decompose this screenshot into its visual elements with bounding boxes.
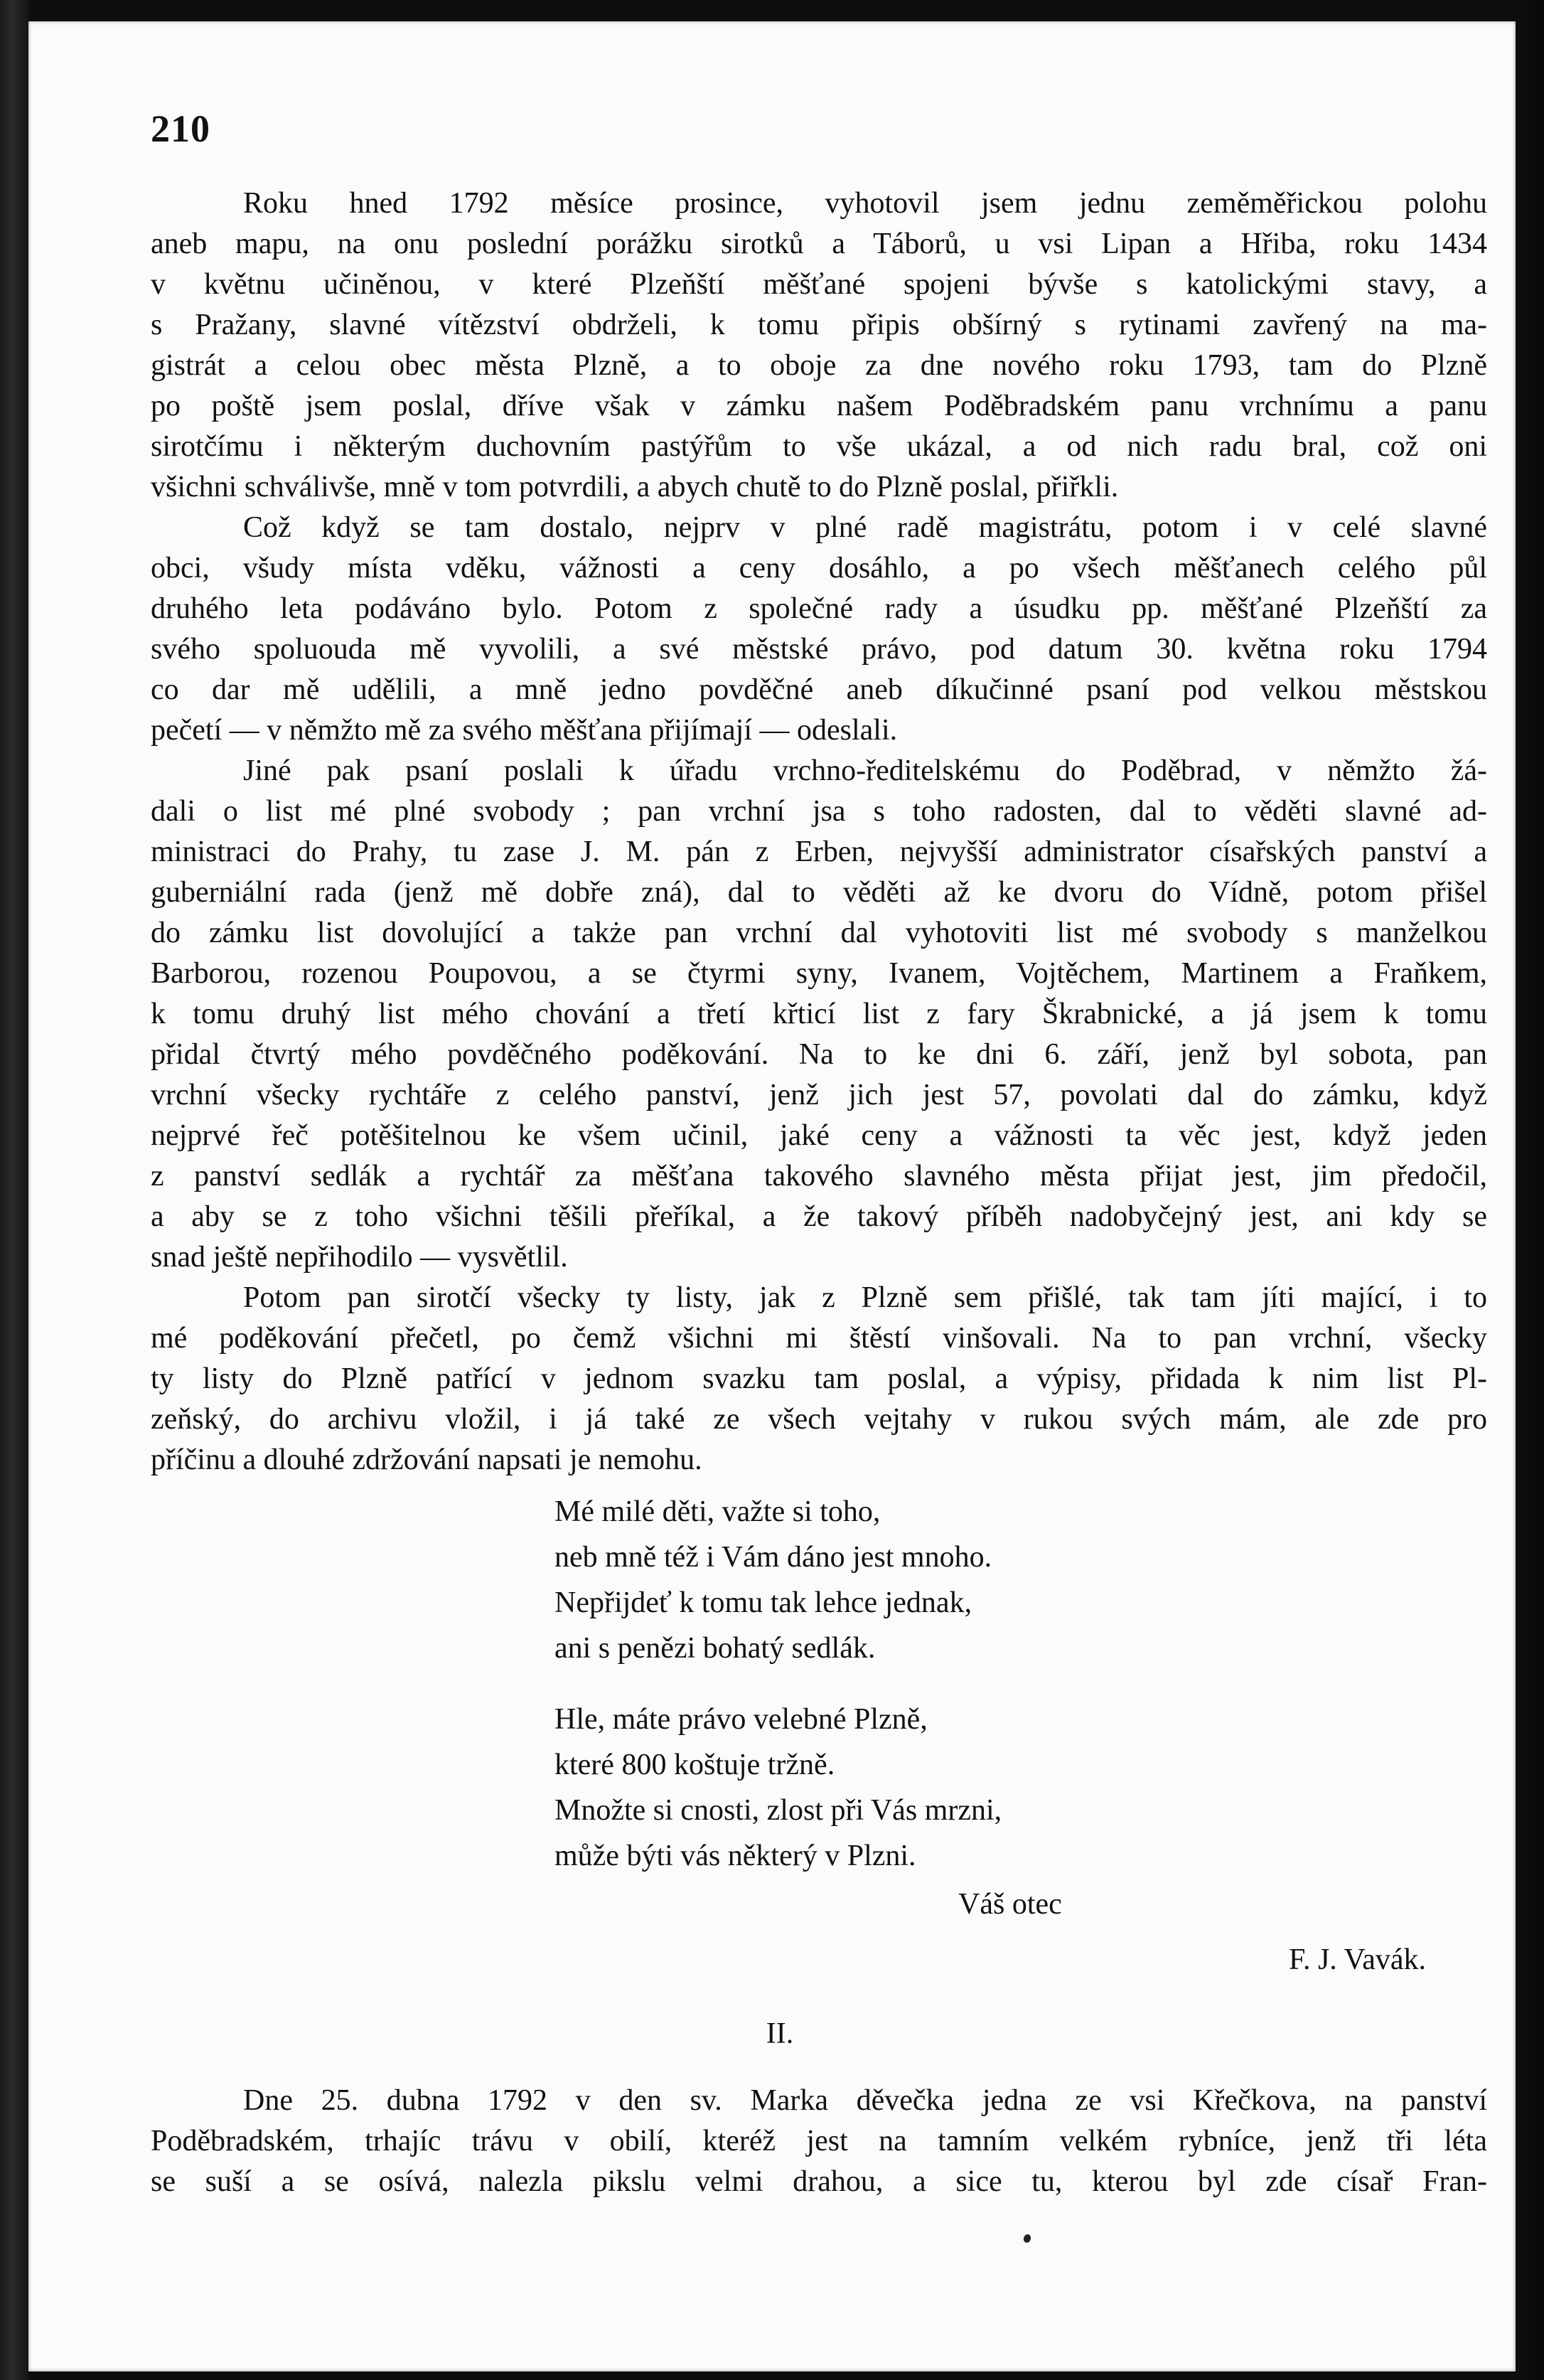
paragraph-1 (151, 183, 1487, 508)
ink-speck (1022, 2234, 1032, 2244)
poem-line: neb mně též i Vám dáno jest mnoho. (554, 1541, 992, 1574)
poem-stanza-2 (554, 1697, 1487, 1879)
paragraph-section-2 (151, 2081, 1487, 2202)
scan-edge-left (0, 0, 28, 2380)
text-line: se suší a se osívá, nalezla pikslu velmi drahou, a sice tu, kterou byl zde císař Fran- (151, 2165, 1487, 2198)
text-line: druhého leta podáváno bylo. Potom z společné rady a úsudku pp. měšťané Plzeňští za (151, 592, 1487, 625)
book-page (28, 21, 1516, 2371)
text-line: Jiné pak psaní poslali k úřadu vrchno-ředitelskému do Poděbrad, v němžto žá- (243, 754, 1487, 787)
text-line: ministraci do Prahy, tu zase J. M. pán z Erben, nejvyšší administrator císařských panství a (151, 836, 1487, 868)
text-line: Poděbradském, trhajíc trávu v obilí, kteréž jest na tamním velkém rybníce, jenž tři léta (151, 2125, 1487, 2157)
text-line: ty listy do Plzně patřící v jednom svazku tam poslal, a výpisy, přidada k nim list Pl- (151, 1362, 1487, 1395)
text-line: z panství sedlák a rychtář za měšťana takového slavného města přijat jest, jim předočil, (151, 1160, 1487, 1192)
text-line: Dne 25. dubna 1792 v den sv. Marka děvečka jedna ze vsi Křečkova, na panství (243, 2084, 1487, 2117)
page-number: 210 (151, 107, 210, 150)
text-line: v květnu učiněnou, v které Plzeňští měšťané spojeni bývše s katolickými stavy, a (151, 268, 1487, 301)
text-line: pečetí — v němžto mě za svého měšťana přijímají — odeslali. (151, 714, 898, 747)
text-line: do zámku list dovolující a także pan vrchní dal vyhotoviti list mé svobody s manželkou (151, 917, 1487, 949)
section-heading: II. (766, 2017, 794, 2050)
paragraph-2 (151, 508, 1487, 751)
text-line: mé poděkování přečetl, po čemž všichni mi štěstí vinšovali. Na to pan vrchní, všecky (151, 1322, 1487, 1355)
text-line: Což když se tam dostalo, nejprv v plné radě magistrátu, potom i v celé slavné (243, 511, 1487, 544)
poem (151, 1489, 1487, 1879)
text-line: gistrát a celou obec města Plzně, a to oboje za dne nového roku 1793, tam do Plzně (151, 349, 1487, 382)
text-line: zeňský, do archivu vložil, i já také ze všech vejtahy v rukou svých mám, ale zde pro (151, 1403, 1487, 1436)
text-line: příčinu a dlouhé zdržování napsati je nemohu. (151, 1444, 702, 1476)
author-signature: F. J. Vavák. (1288, 1943, 1426, 1976)
page-content (151, 183, 1487, 2202)
text-line: přidal čtvrtý mého povděčného poděkování. Na to ke dni 6. září, jenž byl sobota, pan (151, 1038, 1487, 1071)
closing-salutation: Váš otec (958, 1888, 1062, 1921)
poem-line: Množte si cnosti, zlost při Vás mrzni, (554, 1794, 1002, 1827)
text-line: Potom pan sirotčí všecky ty listy, jak z Plzně sem přišlé, tak tam jíti mající, i to (243, 1281, 1487, 1314)
text-line: po poště jsem poslal, dříve však v zámku našem Poděbradském panu vrchnímu a panu (151, 390, 1487, 422)
text-line: Roku hned 1792 měsíce prosince, vyhotovil jsem jednu zeměměřickou polohu (243, 187, 1487, 220)
text-line: obci, všudy místa vděku, vážnosti a ceny dosáhlo, a po všech měšťanech celého půl (151, 552, 1487, 585)
poem-stanza-1 (554, 1489, 1487, 1671)
paragraph-4 (151, 1278, 1487, 1480)
text-line: co dar mě udělili, a mně jedno povděčné aneb díkučinné psaní pod velkou městskou (151, 673, 1487, 706)
poem-line: ani s penězi bohatý sedlák. (554, 1632, 876, 1665)
text-line: a aby se z toho všichni těšili přeříkal, a že takový příběh nadobyčejný jest, ani kdy se (151, 1200, 1487, 1233)
text-line: nejprvé řeč potěšitelnou ke všem učinil, jaké ceny a vážnosti ta věc jest, když jeden (151, 1119, 1487, 1152)
text-line: dali o list mé plné svobody ; pan vrchní jsa s toho radosten, dal to věděti slavné ad- (151, 795, 1487, 828)
text-line: snad ještě nepřihodilo — vysvětlil. (151, 1241, 568, 1274)
text-line: aneb mapu, na onu poslední porážku sirotků a Táborů, u vsi Lipan a Hřiba, roku 1434 (151, 228, 1487, 260)
poem-line: Hle, máte právo velebné Plzně, (554, 1703, 928, 1736)
text-line: vrchní všecky rychtáře z celého panství, jenž jich jest 57, povolati dal do zámku, když (151, 1079, 1487, 1111)
paragraph-3 (151, 751, 1487, 1278)
poem-line: může býti vás některý v Plzni. (554, 1840, 916, 1872)
text-line: všichni schválivše, mně v tom potvrdili, a abych chutě to do Plzně poslal, přiřkli. (151, 471, 1119, 503)
poem-line: Nepřijdeť k tomu tak lehce jednak, (554, 1586, 972, 1619)
text-line: svého spoluouda mě vyvolili, a své městské právo, pod datum 30. května roku 1794 (151, 633, 1487, 666)
scan-edge-right (1528, 0, 1544, 2380)
poem-line: které 800 koštuje tržně. (554, 1749, 835, 1781)
text-line: k tomu druhý list mého chování a třetí křticí list z fary Škrabnické, a já jsem k tomu (151, 998, 1487, 1030)
text-line: s Pražany, slavné vítězství obdrželi, k tomu připis obšírný s rytinami zavřený na ma- (151, 309, 1487, 341)
text-line: guberniální rada (jenž mě dobře zná), dal to věděti až ke dvoru do Vídně, potom přišel (151, 876, 1487, 909)
poem-line: Mé milé děti, važte si toho, (554, 1495, 881, 1528)
text-line: Barborou, rozenou Poupovou, a se čtyrmi syny, Ivanem, Vojtěchem, Martinem a Fraňkem, (151, 957, 1487, 990)
text-line: sirotčímu i některým duchovním pastýřům to vše ukázal, a od nich radu bral, což oni (151, 430, 1487, 463)
